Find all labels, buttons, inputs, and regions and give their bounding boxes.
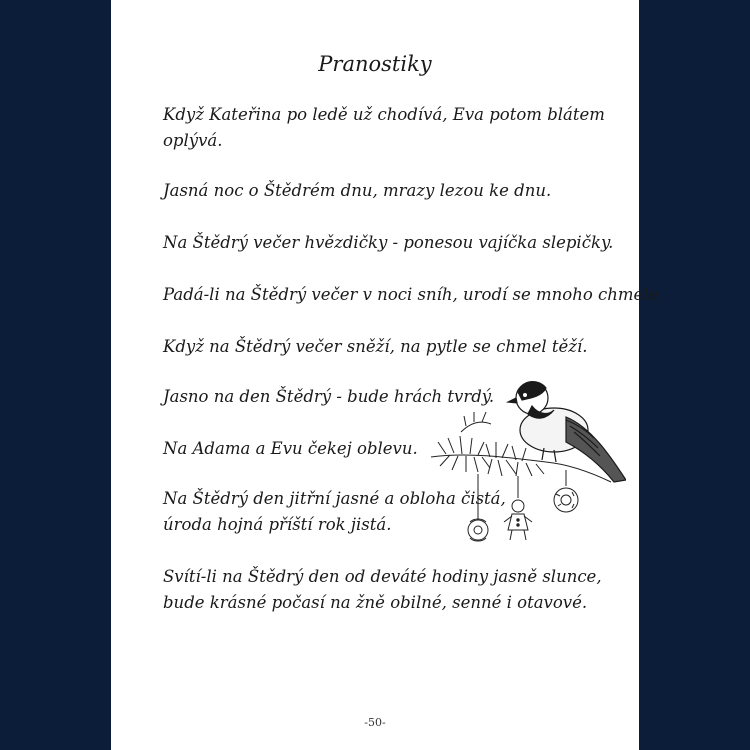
saying-4: Padá-li na Štědrý večer v noci sníh, urodí se mnoho chmele.: [163, 285, 664, 304]
book-page: [111, 0, 664, 750]
saying-7: Na Adama a Evu čekej oblevu.: [163, 439, 418, 458]
saying-8-line-2: úroda hojná příští rok jistá.: [163, 515, 392, 534]
saying-1-line-1: Když Kateřina po ledě už chodívá, Eva potom blátem: [163, 105, 605, 124]
page-title: Pranostiky: [318, 52, 432, 76]
saying-3: Na Štědrý večer hvězdičky - ponesou vajíčka slepičky.: [163, 233, 614, 252]
saying-2: Jasná noc o Štědrém dnu, mrazy lezou ke dnu.: [163, 181, 552, 200]
saying-9-line-2: bude krásné počasí na žně obilné, senné i otavové.: [163, 593, 588, 612]
saying-5: Když na Štědrý večer sněží, na pytle se chmel těží.: [163, 337, 588, 356]
saying-8-line-1: Na Štědrý den jitřní jasné a obloha čistá,: [163, 489, 506, 508]
bird-illustration: [426, 362, 626, 562]
saying-9-line-1: Svítí-li na Štědrý den od deváté hodiny jasně slunce,: [163, 567, 602, 586]
saying-1-line-2: oplývá.: [163, 131, 223, 150]
page-number: -50-: [364, 716, 386, 729]
saying-6: Jasno na den Štědrý - bude hrách tvrdý.: [163, 387, 495, 406]
